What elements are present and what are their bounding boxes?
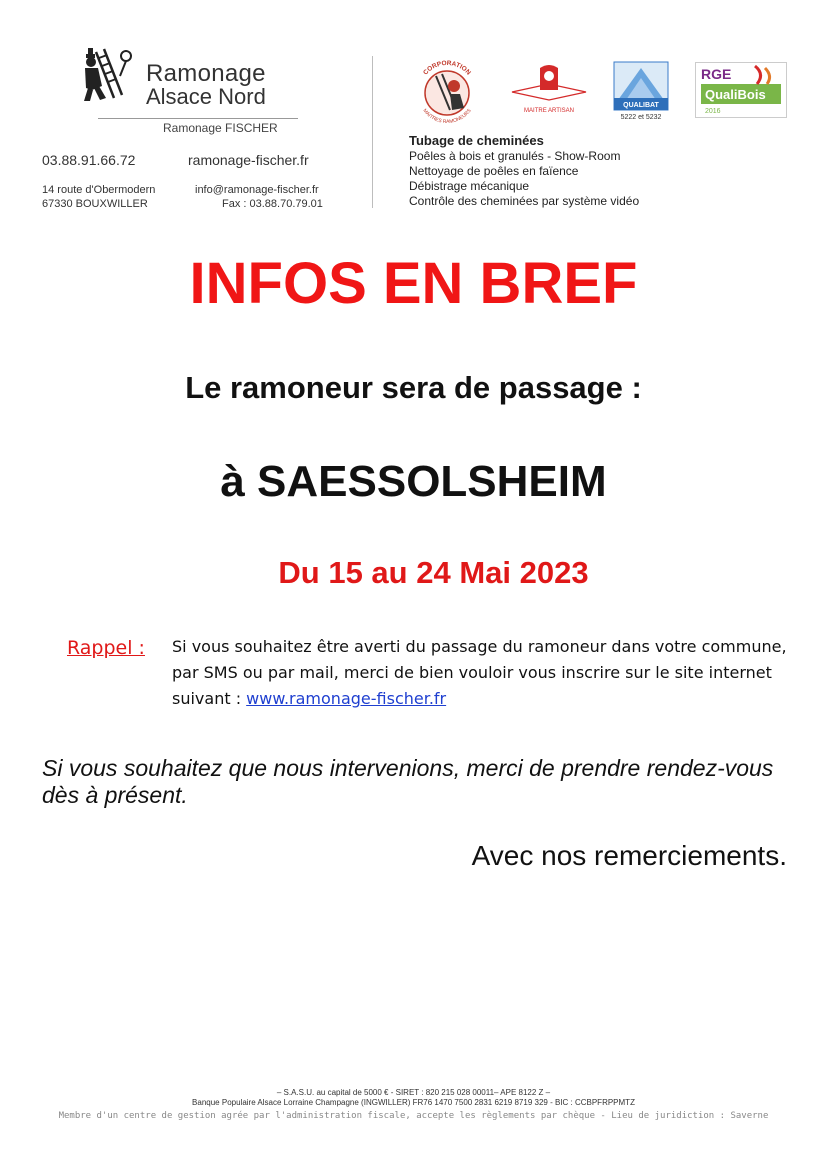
brand-region: Alsace Nord — [146, 84, 266, 109]
rappel-paragraph — [172, 634, 792, 712]
website-link[interactable]: www.ramonage-fischer.fr — [246, 689, 447, 708]
page-title: INFOS EN BREF — [189, 251, 638, 316]
qualibat-numbers: 5222 et 5232 — [620, 114, 662, 121]
rge-qualibois-badge — [695, 62, 787, 118]
address-line-1: 14 route d'Obermodern — [42, 184, 156, 196]
rappel-text: Si vous souhaitez être averti du passage du ramoneur dans votre commune, par SMS ou par mail, merci de bien vouloir vous inscrire sur le site internet suivant : — [172, 637, 787, 708]
qualibat-badge — [612, 60, 670, 122]
closing-thanks: Avec nos remerciements. — [471, 840, 787, 871]
corporation-bottom-text: MAITRES RAMONEURS — [421, 107, 473, 124]
chimney-sweep-icon — [80, 46, 136, 104]
town-name: à SAESSOLSHEIM — [220, 457, 607, 506]
brand-subtitle: Ramonage FISCHER — [163, 121, 278, 135]
service-item: Nettoyage de poêles en faïence — [409, 164, 579, 178]
address-line-2: 67330 BOUXWILLER — [42, 198, 148, 210]
maitre-artisan-badge — [510, 62, 588, 118]
fax-number: Fax : 03.88.70.79.01 — [222, 198, 323, 210]
qualibat-label: QUALIBAT — [623, 102, 659, 109]
header-divider — [372, 56, 373, 208]
service-item: Poêles à bois et granulés - Show-Room — [409, 149, 621, 163]
services-list — [409, 133, 709, 209]
qualibois-label: QualiBois — [705, 87, 766, 102]
corporation-top-text: CORPORATION — [422, 60, 472, 77]
footer-legal: – S.A.S.U. au capital de 5000 € - SIRET : 820 215 028 00011– APE 8122 Z – — [276, 1088, 551, 1097]
phone-number: 03.88.91.66.72 — [42, 152, 136, 168]
brand-name: Ramonage — [146, 60, 266, 87]
appointment-request: Si vous souhaitez que nous intervenions, merci de prendre rendez-vous dès à présent. — [42, 755, 774, 808]
brand-divider — [98, 118, 298, 119]
website-text: ramonage-fischer.fr — [188, 152, 309, 168]
announcement-subtitle: Le ramoneur sera de passage : — [185, 370, 642, 405]
service-item: Contrôle des cheminées par système vidéo — [409, 194, 640, 208]
service-item: Débistrage mécanique — [409, 179, 530, 193]
visit-dates: Du 15 au 24 Mai 2023 — [278, 555, 589, 590]
footer — [0, 1088, 827, 1123]
services-title: Tubage de cheminées — [409, 133, 544, 148]
rappel-label: Rappel : — [67, 637, 145, 659]
email-text: info@ramonage-fischer.fr — [195, 184, 319, 196]
company-logo — [80, 46, 310, 109]
maitre-artisan-label: MAITRE ARTISAN — [524, 108, 574, 114]
letterhead — [0, 0, 827, 220]
qualibois-year: 2016 — [705, 108, 721, 115]
footer-membership: Membre d'un centre de gestion agrée par l'administration fiscale, accepte les règlements par chèque - Lieu de juridiction : Saverne — [58, 1111, 769, 1121]
footer-bank: Banque Populaire Alsace Lorraine Champagne (INGWILLER) FR76 1470 7500 2831 6219 8719 329 - BIC : CCBPFRPPMTZ — [192, 1098, 635, 1107]
corporation-maitres-ramoneurs-badge — [410, 60, 484, 124]
rge-label: RGE — [701, 66, 732, 82]
